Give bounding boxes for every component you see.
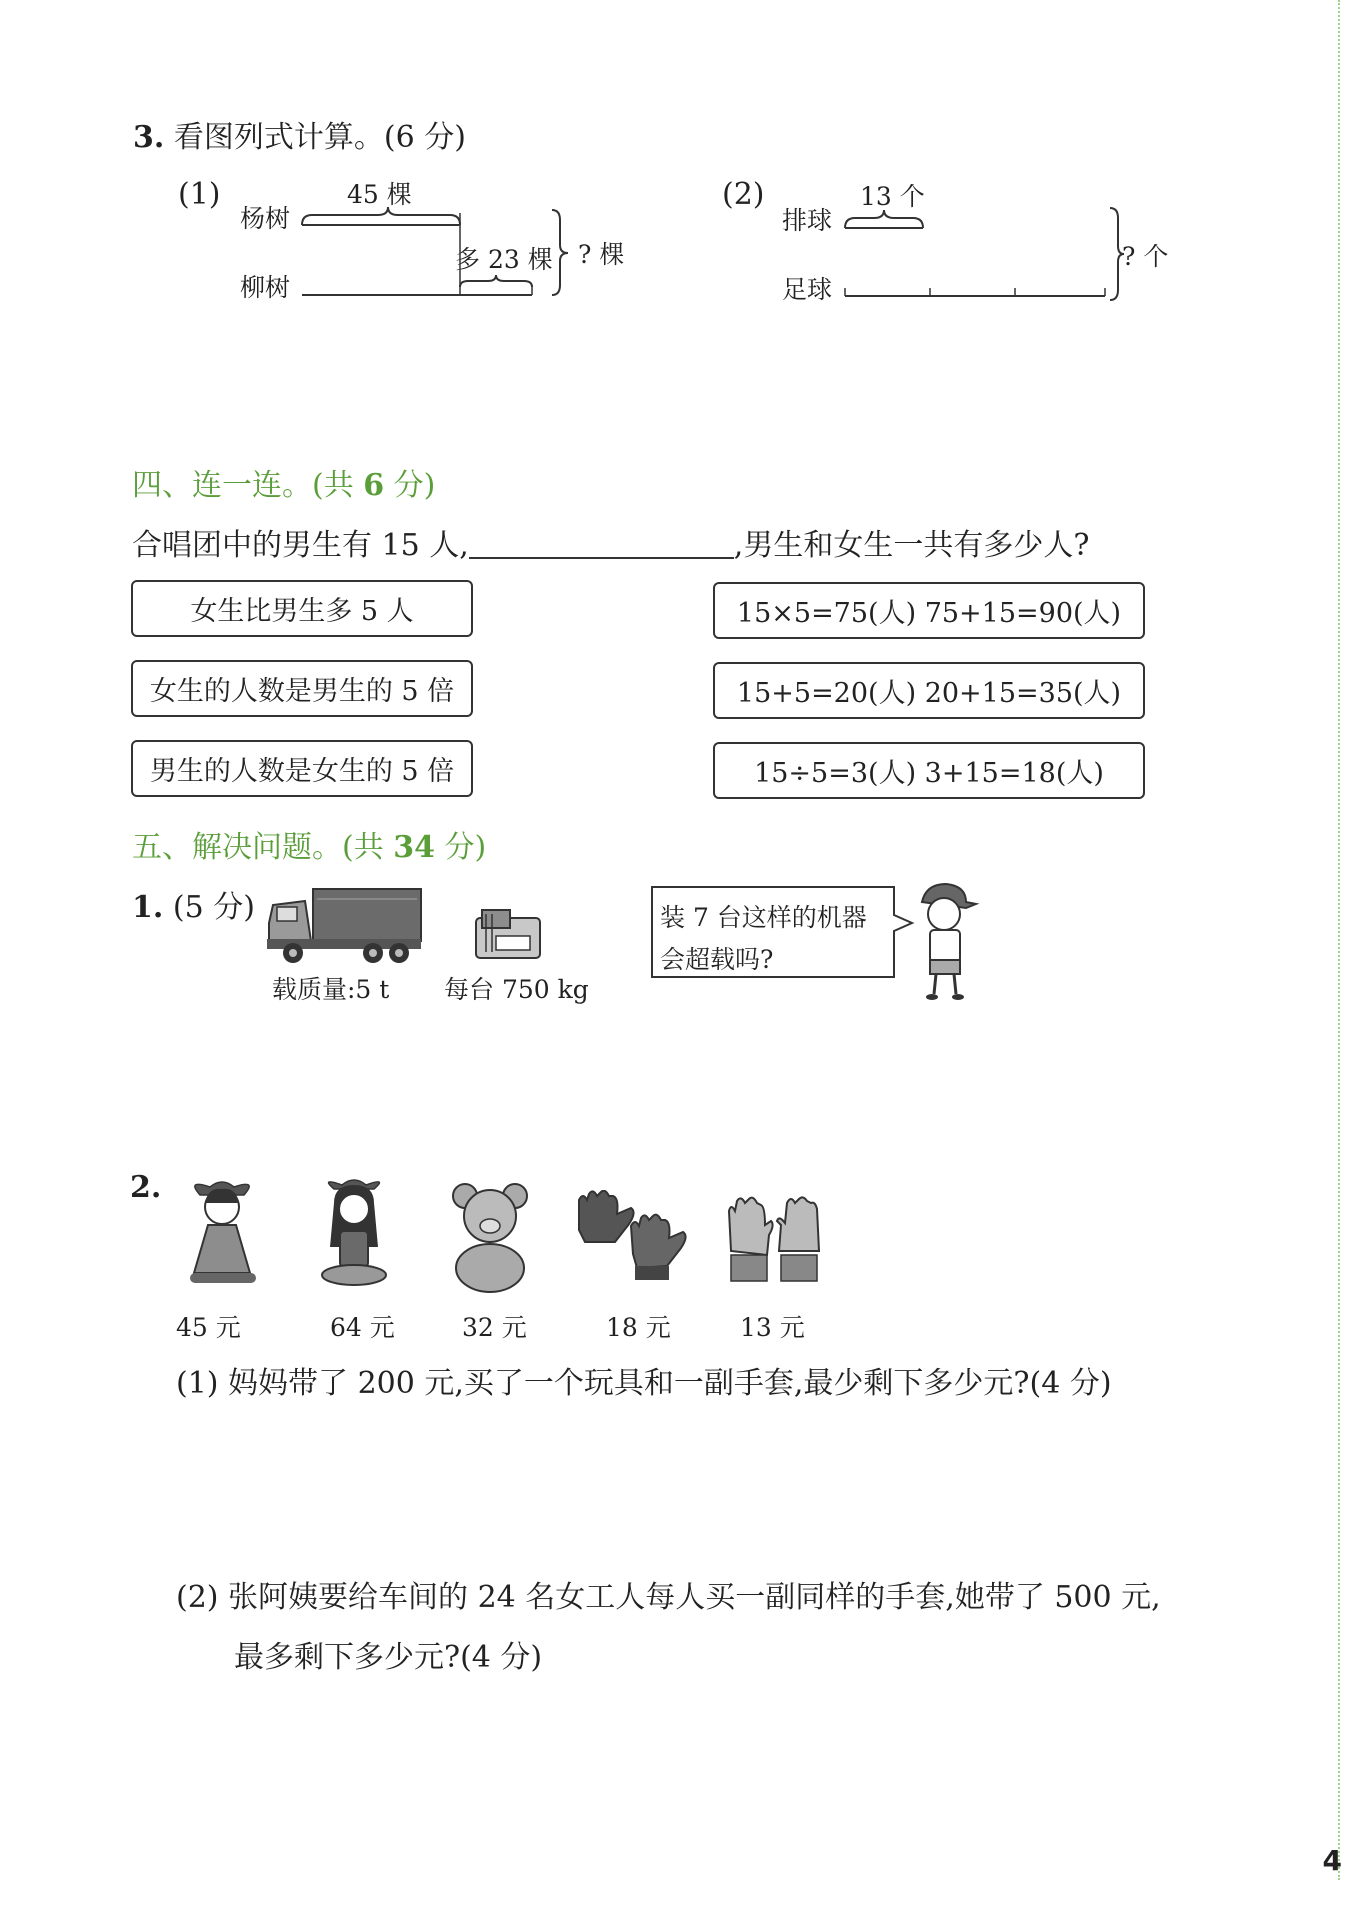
q3-title: 看图列式计算。(6 分) [173,120,466,155]
q3-p2-row1-name: 排球 [782,206,833,235]
q5-1-number: 1. [132,890,164,925]
q3-p1-label: (1) [178,177,221,212]
speech-line-1: 装 7 台这样的机器 [660,903,867,932]
price-2: 64 元 [330,1313,395,1342]
q5-2-sub1: (1) 妈妈带了 200 元,买了一个玩具和一副手套,最少剩下多少元?(4 分) [176,1366,1112,1401]
section4-title [132,460,435,504]
q3-p2-line-diagram [840,200,1125,305]
q3-p2-row1-count: 13 个 [860,182,925,211]
price-4: 18 元 [606,1313,671,1342]
price-3: 32 元 [462,1313,527,1342]
dark-gloves-icon [575,1190,690,1290]
q5-2-number: 2. [130,1170,162,1205]
boy-icon [910,880,980,1005]
match-left-1[interactable]: 女生比男生多 5 人 [131,580,473,637]
q3-number: 3. [133,120,165,155]
q3-p1-row1-name: 杨树 [240,204,291,233]
match-left-2[interactable]: 女生的人数是男生的 5 倍 [131,660,473,717]
q5-2-sub2-line1: (2) 张阿姨要给车间的 24 名女工人每人买一副同样的手套,她带了 500 元, [176,1580,1161,1615]
section4-prompt-end: ,男生和女生一共有多少人? [733,528,1090,563]
truck-icon [265,885,425,965]
machine-icon [472,908,544,962]
match-right-1[interactable]: 15×5=75(人) 75+15=90(人) [713,582,1145,639]
q3-p2-label: (2) [722,177,765,212]
match-right-3[interactable]: 15÷5=3(人) 3+15=18(人) [713,742,1145,799]
truck-caption: 载质量:5 t [272,975,390,1004]
price-5: 13 元 [740,1313,805,1342]
doll-1-icon [180,1175,265,1295]
section5-score: 34 [393,830,435,865]
light-gloves-icon [725,1195,825,1295]
section4-blank[interactable] [469,531,734,559]
section4-title-text: 四、连一连。(共 [132,468,364,503]
q3-p1-row2-name: 柳树 [240,273,291,302]
doll-2-icon [312,1175,397,1295]
price-1: 45 元 [176,1313,241,1342]
teddy-bear-icon [445,1180,535,1295]
section5-title-text: 五、解决问题。(共 [132,830,394,865]
machine-caption: 每台 750 kg [444,975,589,1004]
q3-p1-line-diagram [290,195,590,305]
speech-line-2: 会超载吗? [660,945,774,974]
q5-1-heading [132,882,255,926]
section4-prompt-start: 合唱团中的男生有 15 人, [132,528,469,563]
q5-2-sub2-line2: 最多剩下多少元?(4 分) [234,1640,543,1675]
margin-dotted-line [1338,0,1340,1880]
section4-prompt [132,520,1089,564]
q3-heading [133,112,466,156]
section4-title-end: 分) [384,468,436,503]
section5-title-end: 分) [435,830,487,865]
q3-p1-row1-count: 45 棵 [347,180,412,209]
q3-p1-diff: 多 23 棵 [455,245,553,274]
q5-1-points: (5 分) [172,890,255,925]
q3-p2-question: ? 个 [1122,242,1169,271]
page-number: 4 [1322,1844,1342,1877]
match-left-3[interactable]: 男生的人数是女生的 5 倍 [131,740,473,797]
q3-p1-question: ? 棵 [578,240,625,269]
section4-score: 6 [363,468,385,503]
section5-title [132,822,486,866]
q3-p2-row2-name: 足球 [782,275,833,304]
match-right-2[interactable]: 15+5=20(人) 20+15=35(人) [713,662,1145,719]
